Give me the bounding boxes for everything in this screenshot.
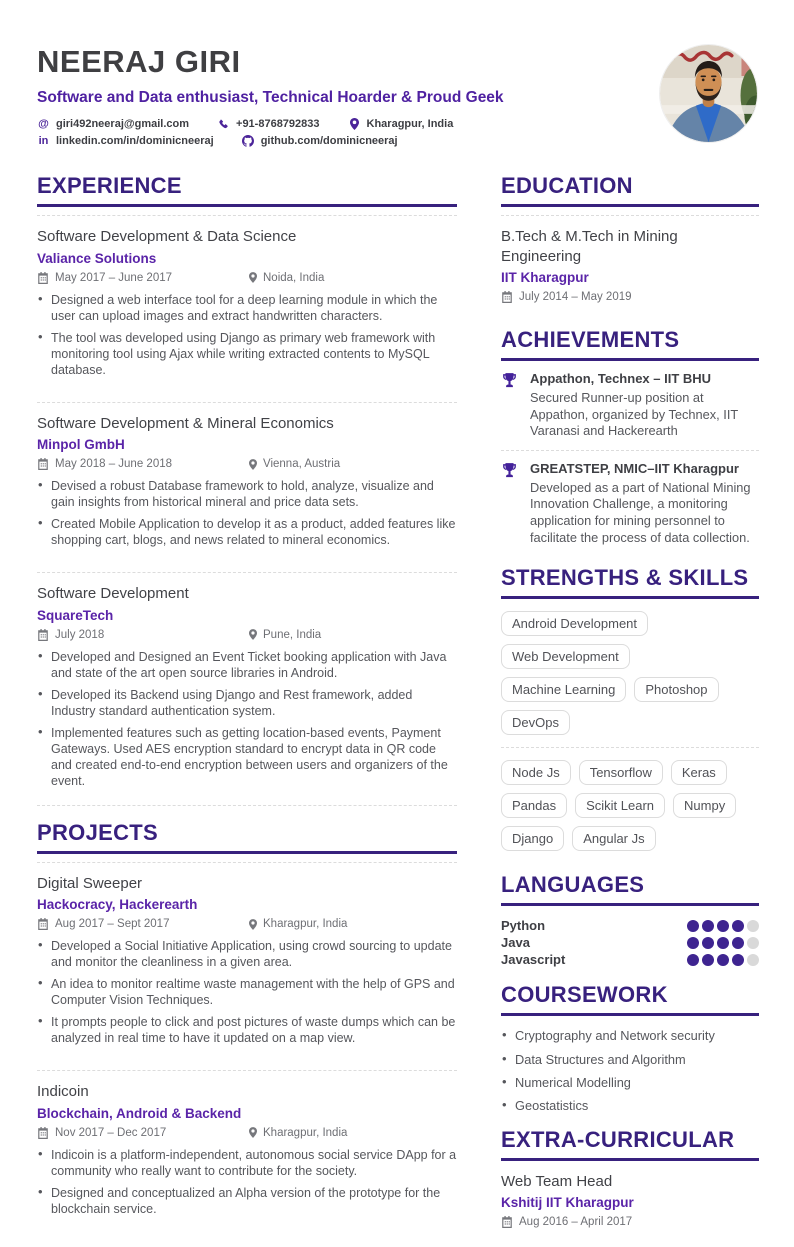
skills-group-2: [501, 747, 759, 863]
section-projects: [37, 820, 457, 1233]
job-meta: [37, 272, 457, 284]
section-extracurricular: [501, 1127, 759, 1239]
pin-icon: [249, 272, 257, 283]
calendar-icon: [501, 1216, 513, 1228]
extracurricular-date: Aug 2016 – April 2017: [519, 1216, 633, 1229]
calendar-icon: [37, 272, 49, 284]
level-dot: [747, 937, 759, 949]
skills-group-1: [501, 599, 759, 747]
bullet-item: • It prompts people to click and post pictures of waste dumps which can be analyzed in real time to have it updated on a map view.: [37, 1014, 457, 1046]
degree: B.Tech & M.Tech in Mining Engineering: [501, 228, 678, 265]
calendar-icon: [501, 291, 513, 303]
level-dot: [717, 920, 729, 932]
skill-pill: Machine Learning: [501, 677, 626, 702]
language-row: [501, 917, 759, 934]
level-dot: [687, 937, 699, 949]
section-education: [501, 173, 759, 313]
education-meta: [501, 291, 759, 303]
project-org: Blockchain, Android & Backend: [37, 1105, 242, 1121]
section-achievements: [501, 327, 759, 556]
job-date: July 2018: [55, 628, 105, 641]
github-text: github.com/dominicneeraj: [260, 135, 398, 147]
skill-pill: Numpy: [673, 793, 736, 818]
experience-title: EXPERIENCE: [37, 173, 457, 207]
job-date: May 2018 – June 2018: [55, 458, 173, 470]
skill-pill: Keras: [671, 760, 727, 785]
contact-row-2: [37, 135, 757, 147]
tagline: Software and Data enthusiast, Technical Hoarder & Proud Geek: [37, 89, 504, 106]
github-link[interactable]: [242, 135, 398, 147]
linkedin-link[interactable]: [37, 135, 214, 147]
experience-entry: [37, 572, 457, 806]
achievement-name: Appathon, Technex – IIT BHU: [530, 371, 712, 386]
project-location: Kharagpur, India: [263, 1126, 348, 1139]
project-entry: [37, 1070, 457, 1233]
school: IIT Kharagpur: [501, 270, 589, 285]
language-level-dots: [687, 937, 759, 949]
trophy-icon: [501, 461, 520, 546]
achievement-desc: Developed as a part of National Mining Innovation Challenge, a monitoring application for mining personnel to facilitate the process of data collection.: [530, 479, 751, 545]
achievement-item: [501, 450, 759, 556]
phone-link[interactable]: [217, 118, 320, 130]
job-location: Noida, India: [263, 271, 325, 284]
project-name: Digital Sweeper: [37, 874, 143, 892]
github-icon: [242, 135, 255, 147]
project-bullets: [37, 938, 457, 1046]
level-dot: [687, 954, 699, 966]
experience-entry: [37, 402, 457, 565]
project-entry: [37, 862, 457, 1063]
bullet-item: • Designed a web interface tool for a deep learning module in which the user can upload images and extract handwritten characters.: [37, 292, 457, 324]
skill-pill: Web Development: [501, 644, 630, 669]
level-dot: [702, 920, 714, 932]
bullet-item: • The tool was developed using Django as primary web framework with monitoring tool using Ajax while writing extracted contents to MySQL database.: [37, 330, 457, 378]
skill-pill: Node Js: [501, 760, 571, 785]
language-name: Python: [501, 918, 546, 934]
project-date: Nov 2017 – Dec 2017: [55, 1126, 167, 1139]
project-meta: [37, 1127, 457, 1139]
languages-title: LANGUAGES: [501, 872, 759, 906]
level-dot: [747, 920, 759, 932]
project-bullets: [37, 1147, 457, 1217]
language-row: [501, 934, 759, 951]
content-columns: [37, 173, 757, 1247]
person-name: NEERAJ GIRI: [37, 44, 241, 79]
skill-pill: Photoshop: [634, 677, 718, 702]
skill-pill: Scikit Learn: [575, 793, 665, 818]
level-dot: [687, 920, 699, 932]
contact-block: [37, 118, 757, 147]
bullet-item: • Developed and Designed an Event Ticket booking application with Java and state of the art open source libraries in Android.: [37, 649, 457, 681]
level-dot: [732, 954, 744, 966]
pin-icon: [249, 1127, 257, 1138]
pin-icon: [249, 919, 257, 930]
coursework-title: COURSEWORK: [501, 982, 759, 1016]
job-org: Minpol GmbH: [37, 437, 125, 452]
extracurricular-role: Web Team Head: [501, 1172, 613, 1190]
experience-entry: [37, 215, 457, 394]
job-meta: [37, 629, 457, 641]
level-dot: [732, 937, 744, 949]
extracurricular-meta: [501, 1216, 759, 1228]
bullet-item: • Implemented features such as getting location-based events, Payment Gateways. Used AES encryption standard to encrypt data in QR code and created end-to-end encryption between users and organizers of the event.: [37, 725, 457, 789]
job-date: May 2017 – June 2017: [55, 271, 173, 284]
level-dot: [717, 954, 729, 966]
phone-icon: [217, 119, 230, 130]
job-location: Pune, India: [263, 628, 322, 641]
skill-pill: Android Development: [501, 611, 648, 636]
section-languages: [501, 872, 759, 968]
profile-photo-illustration: [660, 45, 757, 142]
profile-photo: [660, 45, 757, 142]
section-experience: [37, 173, 457, 806]
coursework-item: • Geostatistics: [501, 1098, 759, 1114]
level-dot: [702, 954, 714, 966]
section-skills: [501, 565, 759, 863]
project-name: Indicoin: [37, 1083, 89, 1100]
pin-icon: [249, 629, 257, 640]
phone-text: +91-8768792833: [236, 118, 320, 130]
job-role: Software Development & Mineral Economics: [37, 414, 334, 432]
calendar-icon: [37, 458, 49, 470]
left-column: [37, 173, 457, 1247]
trophy-icon: [501, 371, 520, 440]
bullet-item: • Designed and conceptualized an Alpha version of the prototype for the blockchain service.: [37, 1185, 457, 1217]
right-column: [501, 173, 759, 1247]
achievements-title: ACHIEVEMENTS: [501, 327, 759, 361]
job-location: Vienna, Austria: [263, 458, 341, 470]
skill-pill: Tensorflow: [579, 760, 663, 785]
projects-title: PROJECTS: [37, 820, 457, 854]
job-role: Software Development: [37, 585, 189, 602]
achievement-name: GREATSTEP, NMIC–IIT Kharagpur: [530, 460, 739, 476]
language-name: Javascript: [501, 952, 566, 968]
project-meta: [37, 918, 457, 930]
language-level-dots: [687, 920, 759, 932]
bullet-item: • Developed a Social Initiative Application, using crowd sourcing to update and monitor the cleanliness in a given area.: [37, 938, 457, 970]
coursework-list: [501, 1018, 759, 1115]
job-org: Valiance Solutions: [37, 250, 157, 266]
email-link[interactable]: [37, 118, 189, 130]
skills-title: STRENGTHS & SKILLS: [501, 565, 759, 599]
achievement-desc: Secured Runner-up position at Appathon, organized by Technex, IIT Varanasi and Hackerearth: [530, 389, 738, 439]
job-bullets: [37, 292, 457, 378]
project-org: Hackocracy, Hackerearth: [37, 897, 198, 912]
language-level-dots: [687, 954, 759, 966]
bullet-item: • Indicoin is a platform-independent, autonomous social service DApp for a community who really want to contribute for the society.: [37, 1147, 457, 1179]
achievement-item: [501, 361, 759, 450]
level-dot: [747, 954, 759, 966]
education-date: July 2014 – May 2019: [519, 291, 632, 303]
linkedin-text: linkedin.com/in/dominicneeraj: [56, 135, 214, 147]
pin-icon: [249, 459, 257, 470]
skill-pill: Django: [501, 826, 564, 851]
education-entry: [501, 215, 759, 313]
skill-pill: Angular Js: [572, 826, 655, 851]
skill-pill: DevOps: [501, 710, 570, 735]
project-date: Aug 2017 – Sept 2017: [55, 918, 170, 930]
section-coursework: [501, 982, 759, 1115]
calendar-icon: [37, 918, 49, 930]
language-name: Java: [501, 935, 530, 951]
skill-pill: Pandas: [501, 793, 567, 818]
linkedin-icon: in: [38, 135, 49, 147]
location-text: Kharagpur, India: [366, 118, 454, 130]
education-title: EDUCATION: [501, 173, 759, 207]
header: [37, 44, 757, 147]
extracurricular-org: Kshitij IIT Kharagpur: [501, 1195, 634, 1211]
job-role: Software Development & Data Science: [37, 228, 297, 245]
calendar-icon: [37, 1127, 49, 1139]
coursework-item: • Numerical Modelling: [501, 1075, 759, 1091]
job-bullets: [37, 478, 457, 548]
coursework-item: • Cryptography and Network security: [501, 1028, 759, 1044]
job-org: SquareTech: [37, 607, 114, 623]
calendar-icon: [37, 629, 49, 641]
job-meta: [37, 458, 457, 470]
pin-icon: [348, 118, 361, 130]
coursework-item: • Data Structures and Algorithm: [501, 1052, 759, 1068]
contact-row-1: [37, 118, 757, 130]
languages-list: [501, 906, 759, 968]
language-row: [501, 951, 759, 968]
bullet-item: • Devised a robust Database framework to hold, analyze, visualize and gain insights from historical mineral and price data sets.: [37, 478, 457, 510]
extracurricular-title: EXTRA-CURRICULAR: [501, 1127, 759, 1161]
bullet-item: • Created Mobile Application to develop it as a product, added features like shopping cart, blogs, and news related to mineral economics.: [37, 516, 457, 548]
job-bullets: [37, 649, 457, 789]
level-dot: [717, 937, 729, 949]
project-location: Kharagpur, India: [263, 918, 348, 930]
at-icon: @: [38, 118, 49, 130]
level-dot: [702, 937, 714, 949]
bullet-item: • An idea to monitor realtime waste management with the help of GPS and Computer Vision Techniques.: [37, 976, 457, 1008]
email-text: giri492neeraj@gmail.com: [56, 118, 190, 130]
bullet-item: • Developed its Backend using Django and Rest framework, added Industry standard authentication system.: [37, 687, 457, 719]
location-item[interactable]: [348, 118, 454, 130]
extracurricular-entry: [501, 1161, 759, 1239]
level-dot: [732, 920, 744, 932]
